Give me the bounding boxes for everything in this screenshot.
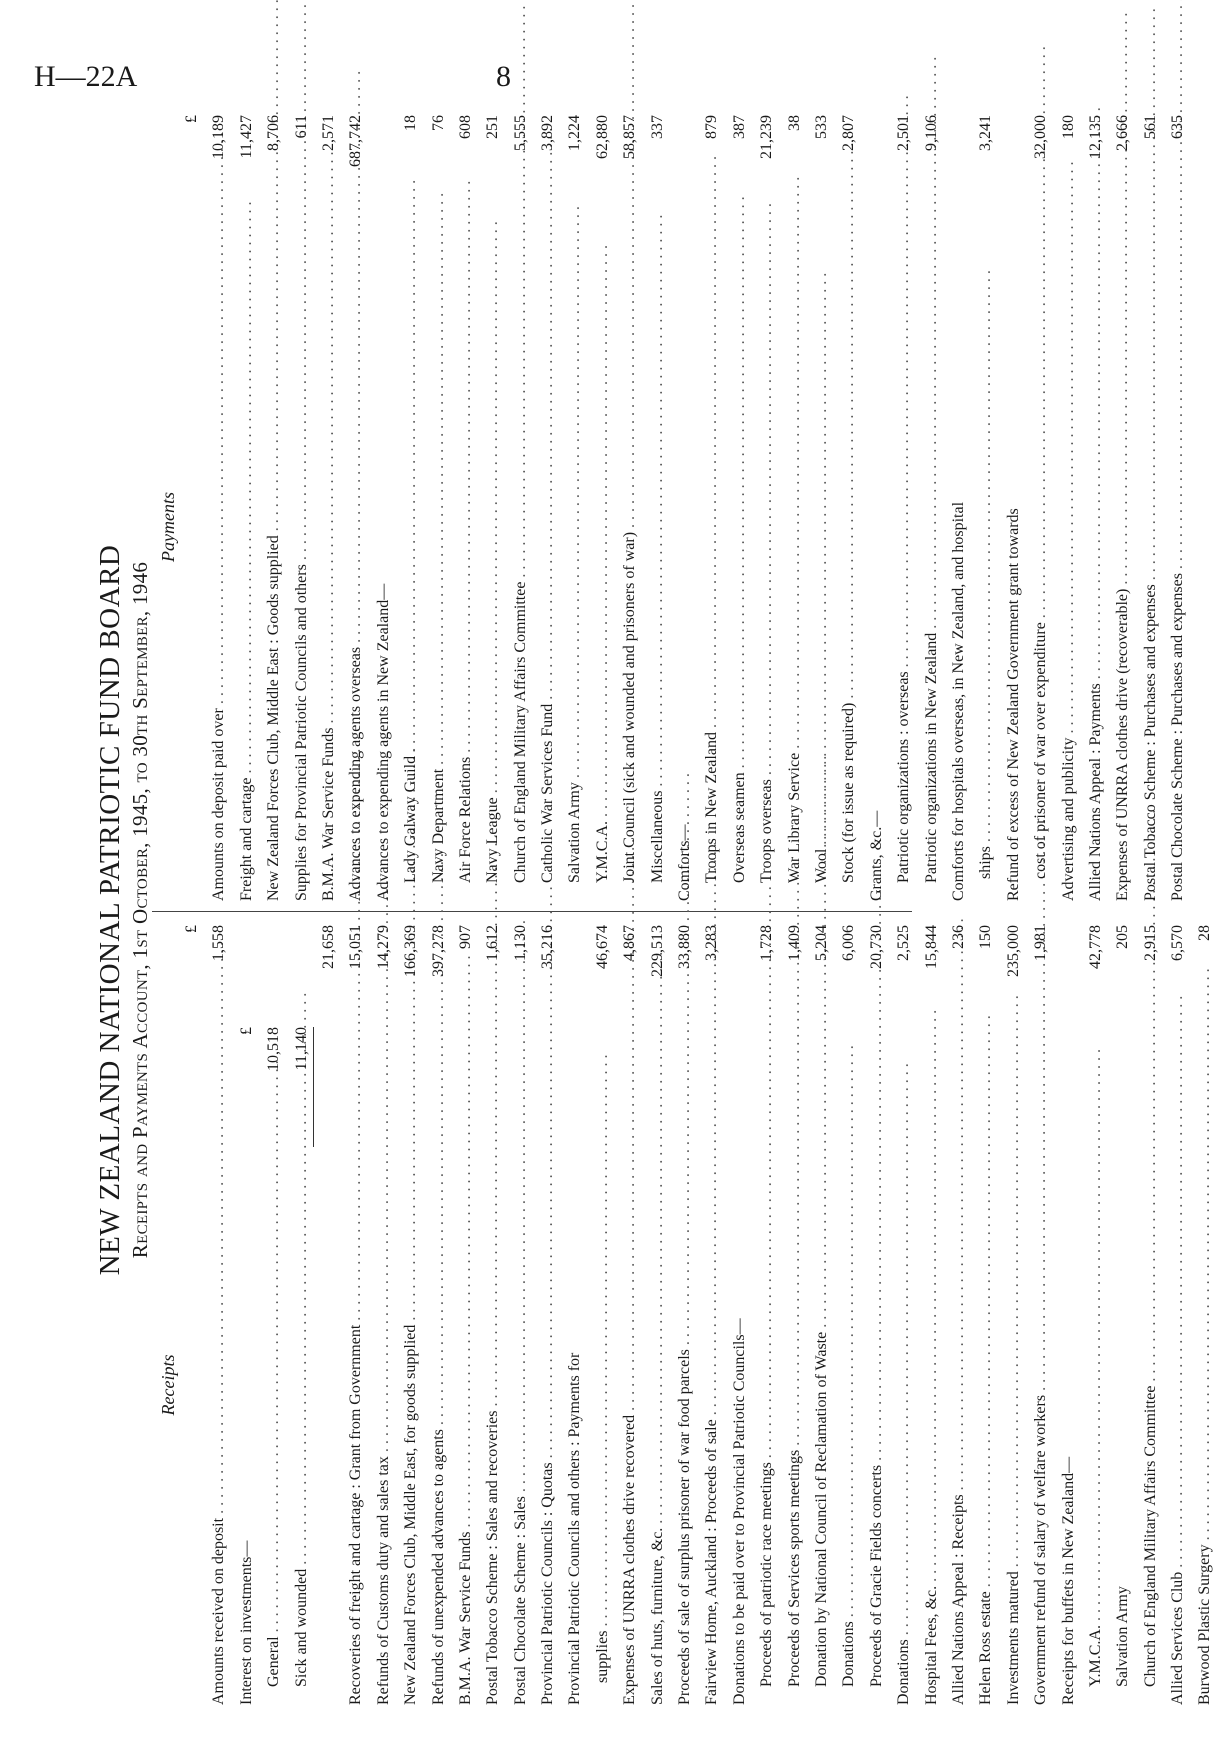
payments-row	[370, 115, 397, 901]
payments-amount: 8,706	[265, 115, 283, 151]
payments-amount: 561	[1141, 115, 1159, 139]
payments-label: Postal Chocolate Scheme : Purchases and expenses . . .	[1164, 217, 1191, 901]
receipts-amount: 15,051	[347, 925, 365, 969]
receipts-amount: 907	[456, 925, 474, 949]
payments-amount: 337	[648, 115, 666, 139]
receipts-row	[1191, 925, 1218, 1705]
receipts-amount: 46,674	[593, 925, 611, 969]
receipts-row	[288, 925, 315, 1705]
payments-row	[342, 115, 369, 901]
payments-amount: 608	[456, 115, 474, 139]
receipts-amount: 1,130	[511, 925, 529, 961]
payments-label: Patriotic organizations in New Zealand . . .	[918, 217, 945, 901]
receipts-amount: 4,867	[621, 925, 639, 961]
receipts-amount: 5,204	[812, 925, 830, 961]
payments-column	[178, 115, 1191, 901]
payments-row	[1109, 115, 1136, 901]
receipts-row	[233, 925, 260, 1705]
receipts-label: Investments matured . . .	[1000, 1027, 1027, 1705]
receipts-amount: 1,981	[1032, 925, 1050, 961]
receipts-label: Provincial Patriotic Councils : Quotas . . .	[534, 1027, 561, 1705]
receipts-label: Amounts received on deposit . . .	[205, 1027, 232, 1705]
page-number: 8	[496, 60, 511, 93]
payments-row	[835, 115, 862, 901]
payments-amount: 5,555	[511, 115, 529, 151]
payments-row	[589, 115, 616, 901]
payments-label: Expenses of UNRRA clothes drive (recoverable) . . .	[1109, 217, 1136, 901]
payments-amount: 62,880	[593, 115, 611, 159]
payments-row	[397, 115, 424, 901]
payments-label: Patriotic organizations : overseas . . .	[890, 217, 917, 901]
payments-row	[479, 115, 506, 901]
receipts-row	[315, 925, 342, 1705]
receipts-label: Provincial Patriotic Councils and others : Payments for	[566, 1352, 584, 1705]
payments-amount: 2,807	[840, 115, 858, 151]
payments-amount: 58,857	[621, 115, 639, 159]
receipts-label: Postal Chocolate Scheme : Sales . . .	[507, 1027, 534, 1705]
payments-row	[753, 115, 780, 901]
receipts-amount: 236	[949, 925, 967, 949]
receipts-label: Y.M.C.A. . . .	[1082, 1027, 1109, 1705]
payments-row	[452, 115, 479, 901]
payments-amount: £	[183, 115, 200, 123]
payments-label: Miscellaneous . . .	[644, 217, 671, 901]
receipts-subtotal: 11,140	[292, 1027, 310, 1071]
payments-amount: 10,189	[210, 115, 228, 159]
payments-amount: 2,501	[895, 115, 913, 151]
receipts-row	[370, 925, 397, 1705]
receipts-row	[835, 925, 862, 1705]
receipts-row	[452, 925, 479, 1705]
payments-row	[890, 115, 917, 901]
receipts-label: B.M.A. War Service Funds . . .	[452, 1027, 479, 1705]
receipts-label: Donations to be paid over to Provincial Patriotic Councils—	[730, 1318, 748, 1705]
receipts-amount: 166,369	[402, 925, 420, 977]
payments-label: cost of prisoner of war over expenditure . . .	[1027, 217, 1054, 901]
payments-row	[1027, 115, 1054, 901]
receipts-amount: 3,283	[703, 925, 721, 961]
receipts-label: Burwood Plastic Surgery . . .	[1191, 1027, 1218, 1705]
payments-label: B.M.A. War Service Funds . . .	[315, 217, 342, 901]
payments-amount: 180	[1059, 115, 1077, 139]
account-sheet	[94, 115, 1214, 1705]
receipts-row	[1137, 925, 1164, 1705]
payments-row	[616, 115, 643, 901]
payments-label: Grants, &c.—	[867, 810, 885, 901]
receipts-amount: 150	[977, 925, 995, 949]
payments-row	[288, 115, 315, 901]
receipts-label: Interest on investments—	[237, 1540, 255, 1705]
receipts-label: Expenses of UNRRA clothes drive recovered . . .	[616, 1027, 643, 1705]
receipts-row	[753, 925, 780, 1705]
payments-row	[1164, 115, 1191, 901]
payments-row	[1082, 115, 1109, 901]
receipts-row	[945, 925, 972, 1705]
receipts-row	[1027, 925, 1054, 1705]
payments-amount: 533	[812, 115, 830, 139]
receipts-amount: 35,216	[539, 925, 557, 969]
receipts-label: Allied Nations Appeal : Receipts . . .	[945, 1027, 972, 1705]
receipts-amount: £	[183, 925, 200, 933]
payments-label: Postal Tobacco Scheme : Purchases and expenses . . .	[1137, 217, 1164, 901]
receipts-row	[616, 925, 643, 1705]
receipts-row	[1055, 925, 1082, 1705]
payments-label: Air Force Relations . . .	[452, 217, 479, 901]
receipts-row	[726, 925, 753, 1705]
payments-label: Troops overseas . . .	[753, 217, 780, 901]
receipts-row	[918, 925, 945, 1705]
receipts-amount: 21,658	[319, 925, 337, 969]
receipts-row	[808, 925, 835, 1705]
receipts-amount: 397,278	[429, 925, 447, 977]
payments-label: ships . . .	[972, 217, 999, 901]
payments-label: Advances to expending agents in New Zealand—	[374, 583, 392, 901]
payments-label: Advances to expending agents overseas . . .	[342, 217, 369, 901]
receipts-row	[479, 925, 506, 1705]
receipts-row	[534, 925, 561, 1705]
receipts-label: Recoveries of freight and cartage : Grant from Government . . .	[342, 1027, 369, 1705]
payments-row	[315, 115, 342, 901]
payments-amount: 1,224	[566, 115, 584, 151]
receipts-row	[561, 925, 588, 1705]
payments-row	[561, 115, 588, 901]
payments-label: Navy League . . .	[479, 217, 506, 901]
receipts-label: Sick and wounded . . .	[288, 1105, 315, 1705]
receipts-label: Allied Services Club . . .	[1164, 1027, 1191, 1705]
payments-row	[644, 115, 671, 901]
payments-row	[205, 115, 232, 901]
document-subtitle: Receipts and Payments Account, 1st October, 1945, to 30th September, 1946	[128, 561, 152, 1259]
payments-label: Wool . . .	[808, 217, 835, 901]
payments-label: Overseas seamen . . .	[726, 217, 753, 901]
payments-label: Comforts for hospitals overseas, in New Zealand, and hospital	[949, 501, 967, 901]
payments-amount: 387	[730, 115, 748, 139]
payments-label: New Zealand Forces Club, Middle East : Goods supplied . . .	[260, 217, 287, 901]
receipts-row	[397, 925, 424, 1705]
payments-heading: Payments	[158, 492, 178, 562]
receipts-amount: 1,612	[484, 925, 502, 961]
payments-label: Allied Nations Appeal : Payments . . .	[1082, 217, 1109, 901]
receipts-row	[1109, 925, 1136, 1705]
receipts-row	[972, 925, 999, 1705]
payments-row	[918, 115, 945, 901]
payments-label: Troops in New Zealand . . .	[698, 217, 725, 901]
payments-amount: 76	[429, 115, 447, 131]
receipts-label: supplies . . .	[589, 1027, 616, 1705]
receipts-row	[863, 925, 890, 1705]
receipts-row	[1164, 925, 1191, 1705]
payments-label: Church of England Military Affairs Committee . . .	[507, 217, 534, 901]
payments-row	[425, 115, 452, 901]
payments-row	[726, 115, 753, 901]
payments-amount: 251	[484, 115, 502, 139]
receipts-row	[671, 925, 698, 1705]
receipts-amount: 6,006	[840, 925, 858, 961]
payments-amount: 11,427	[237, 115, 255, 159]
payments-amount: 38	[785, 115, 803, 131]
payments-row	[671, 115, 698, 901]
payments-label: War Library Service . . .	[781, 217, 808, 901]
payments-amount: 3,892	[539, 115, 557, 151]
receipts-label: Donation by National Council of Reclamation of Waste . . .	[808, 1027, 835, 1705]
payments-amount: 2,666	[1114, 115, 1132, 151]
receipts-label: Church of England Military Affairs Committee . . .	[1137, 1027, 1164, 1705]
receipts-label: Postal Tobacco Scheme : Sales and recoveries . . .	[479, 1027, 506, 1705]
receipts-amount: 15,844	[922, 925, 940, 969]
payments-amount: 3,241	[977, 115, 995, 151]
payments-row	[972, 115, 999, 901]
report-reference: H—22A	[34, 60, 138, 93]
payments-row	[534, 115, 561, 901]
receipts-label: Proceeds of Services sports meetings . . .	[781, 1027, 808, 1705]
receipts-row	[342, 925, 369, 1705]
receipts-row	[644, 925, 671, 1705]
receipts-amount: 6,570	[1169, 925, 1187, 961]
payments-label: Y.M.C.A. . . .	[589, 217, 616, 901]
receipts-subtotal: 10,518	[265, 1027, 283, 1071]
payments-label: Comforts—	[676, 824, 694, 901]
receipts-label: Helen Ross estate . . .	[972, 1027, 999, 1705]
receipts-label: Hospital Fees, &c. . . .	[918, 1027, 945, 1705]
payments-row	[781, 115, 808, 901]
payments-row	[863, 115, 890, 901]
payments-amount: 879	[703, 115, 721, 139]
receipts-row	[178, 925, 205, 1705]
payments-row	[233, 115, 260, 901]
receipts-amount: 33,880	[676, 925, 694, 969]
receipts-label: Proceeds of sale of surplus prisoner of war food parcels . . .	[671, 1027, 698, 1705]
payments-label: Amounts on deposit paid over . . .	[205, 217, 232, 901]
receipts-label: Proceeds of Gracie Fields concerts . . .	[863, 1027, 890, 1705]
receipts-row	[1082, 925, 1109, 1705]
receipts-label: General . . .	[260, 1105, 287, 1705]
receipts-amount: 14,279	[374, 925, 392, 969]
receipts-heading: Receipts	[158, 1354, 178, 1416]
receipts-amount: 1,728	[758, 925, 776, 961]
payments-label: Salvation Army . . .	[561, 217, 588, 901]
receipts-amount: 2,915	[1141, 925, 1159, 961]
payments-amount: 21,239	[758, 115, 776, 159]
receipts-label: Fairview Home, Auckland : Proceeds of sale . . .	[698, 1027, 725, 1705]
payments-label: Supplies for Provincial Patriotic Councils and others . . .	[288, 217, 315, 901]
receipts-subtotal: £	[237, 1027, 255, 1035]
receipts-label: New Zealand Forces Club, Middle East, for goods supplied . . .	[397, 1027, 424, 1705]
payments-row	[808, 115, 835, 901]
receipts-row	[589, 925, 616, 1705]
receipts-row	[890, 925, 917, 1705]
receipts-row	[698, 925, 725, 1705]
payments-label: Advertising and publicity . . .	[1055, 217, 1082, 901]
receipts-amount: 235,000	[1004, 925, 1022, 977]
payments-row	[1000, 115, 1027, 901]
receipts-amount: 1,409	[785, 925, 803, 961]
payments-amount: 687,742	[347, 115, 365, 167]
payments-row	[260, 115, 287, 901]
payments-row	[945, 115, 972, 901]
payments-label: Freight and cartage . . .	[233, 217, 260, 901]
receipts-amount: 229,513	[648, 925, 666, 977]
receipts-amount: 42,778	[1086, 925, 1104, 969]
payments-amount: 12,135	[1086, 115, 1104, 159]
payments-amount: 32,000	[1032, 115, 1050, 159]
payments-row	[507, 115, 534, 901]
receipts-amount: 2,525	[895, 925, 913, 961]
receipts-amount: 1,558	[210, 925, 228, 961]
receipts-column	[178, 925, 1219, 1705]
receipts-row	[205, 925, 232, 1705]
payments-label: Catholic War Services Fund . . .	[534, 217, 561, 901]
receipts-label: Donations . . .	[890, 1027, 917, 1705]
receipts-label: Refunds of unexpended advances to agents . . .	[425, 1027, 452, 1705]
payments-row	[178, 115, 205, 901]
payments-amount: 2,571	[319, 115, 337, 151]
payments-label: Stock (for issue as required) . . .	[835, 217, 862, 901]
receipts-label: Receipts for buffets in New Zealand—	[1059, 1456, 1077, 1705]
receipts-amount: 205	[1114, 925, 1132, 949]
payments-label: Refund of excess of New Zealand Government grant towards	[1004, 508, 1022, 901]
subtotal-rule	[313, 1027, 314, 1147]
payments-amount: 635	[1169, 115, 1187, 139]
payments-label: Navy Department . . .	[425, 217, 452, 901]
receipts-row	[1000, 925, 1027, 1705]
payments-row	[1137, 115, 1164, 901]
receipts-label: Refunds of Customs duty and sales tax . . .	[370, 1027, 397, 1705]
payments-amount: 18	[402, 115, 420, 131]
receipts-label: Government refund of salary of welfare workers . . .	[1027, 1027, 1054, 1705]
payments-amount: 9,106	[922, 115, 940, 151]
receipts-label: Salvation Army	[1114, 1586, 1132, 1687]
receipts-label: Proceeds of patriotic race meetings . . .	[753, 1027, 780, 1705]
receipts-amount: 20,730	[867, 925, 885, 969]
receipts-label: Donations . . .	[835, 1027, 862, 1705]
payments-amount: 611	[292, 115, 310, 139]
receipts-amount: 28	[1196, 925, 1214, 941]
receipts-row	[425, 925, 452, 1705]
payments-label: Joint Council (sick and wounded and prisoners of war) . . .	[616, 217, 643, 901]
receipts-row	[507, 925, 534, 1705]
document-title: NEW ZEALAND NATIONAL PATRIOTIC FUND BOARD	[94, 544, 126, 1276]
payments-row	[1055, 115, 1082, 901]
receipts-label: Sales of huts, furniture, &c. . . .	[644, 1027, 671, 1705]
payments-label: Lady Galway Guild . . .	[397, 217, 424, 901]
payments-row	[698, 115, 725, 901]
receipts-row	[781, 925, 808, 1705]
receipts-row	[260, 925, 287, 1705]
